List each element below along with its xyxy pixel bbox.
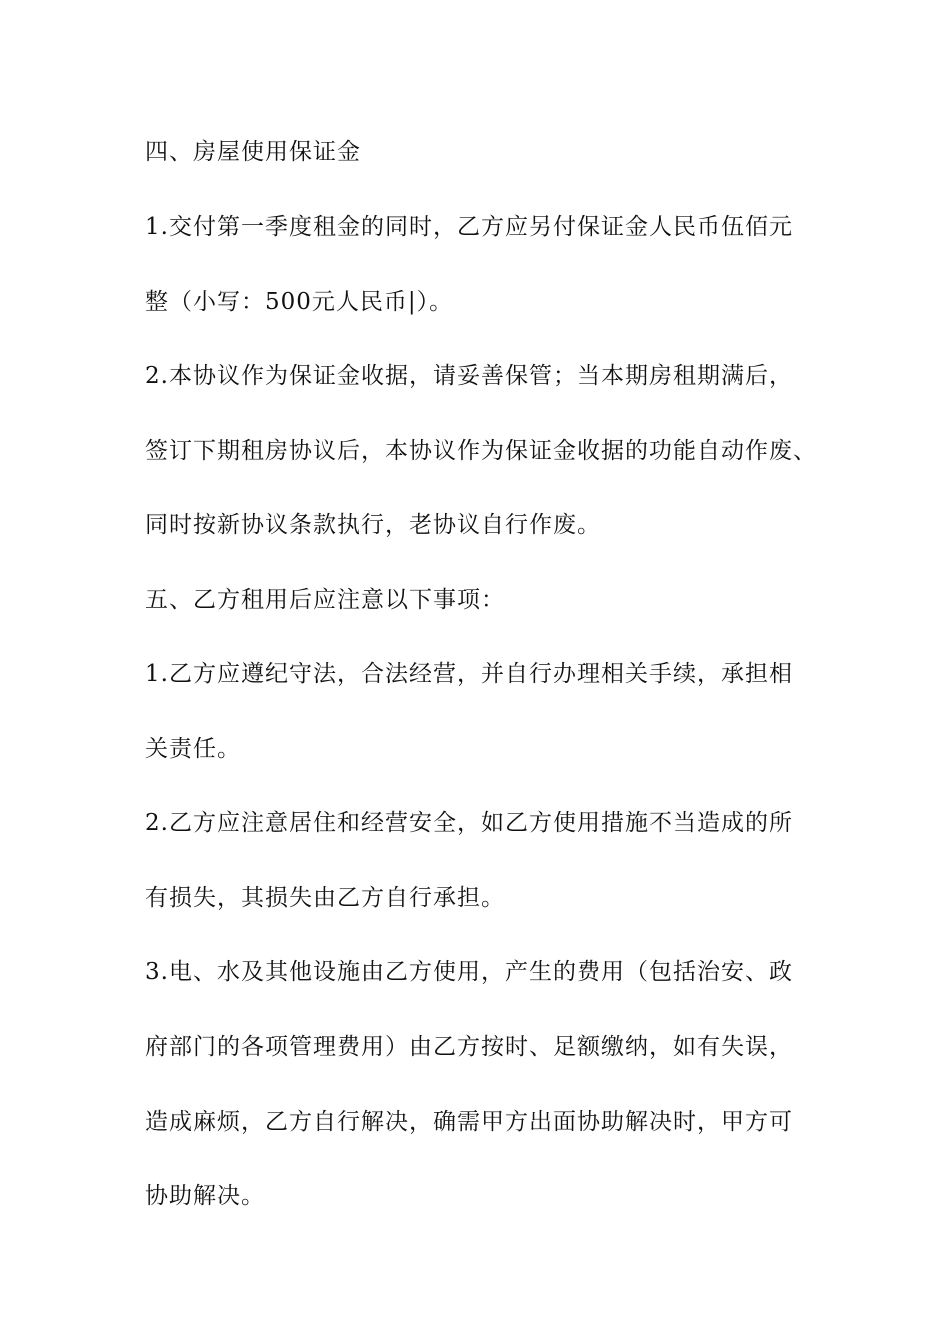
section-heading-deposit: 四、房屋使用保证金: [145, 139, 361, 165]
paragraph-line: 有损失，其损失由乙方自行承担。: [145, 885, 505, 911]
paragraph-line: 3.电、水及其他设施由乙方使用，产生的费用（包括治安、政: [145, 959, 793, 985]
section-heading-notices: 五、乙方租用后应注意以下事项：: [145, 587, 505, 613]
paragraph-line: 关责任。: [145, 736, 241, 762]
paragraph-line: 造成麻烦，乙方自行解决，确需甲方出面协助解决时，甲方可: [145, 1109, 793, 1135]
paragraph-line: 2.本协议作为保证金收据，请妥善保管；当本期房租期满后，: [145, 363, 793, 389]
paragraph-line: 1.乙方应遵纪守法，合法经营，并自行办理相关手续，承担相: [145, 661, 793, 687]
paragraph-line: 同时按新协议条款执行，老协议自行作废。: [145, 512, 601, 538]
paragraph-line: 府部门的各项管理费用）由乙方按时、足额缴纳，如有失误，: [145, 1034, 793, 1060]
paragraph-line: 协助解决。: [145, 1183, 265, 1209]
paragraph-line: 整（小写：500元人民币|）。: [145, 289, 454, 315]
paragraph-line: 1.交付第一季度租金的同时，乙方应另付保证金人民币伍佰元: [145, 214, 793, 240]
paragraph-line: 2.乙方应注意居住和经营安全，如乙方使用措施不当造成的所: [145, 810, 793, 836]
paragraph-line: 签订下期租房协议后，本协议作为保证金收据的功能自动作废、: [145, 438, 817, 464]
